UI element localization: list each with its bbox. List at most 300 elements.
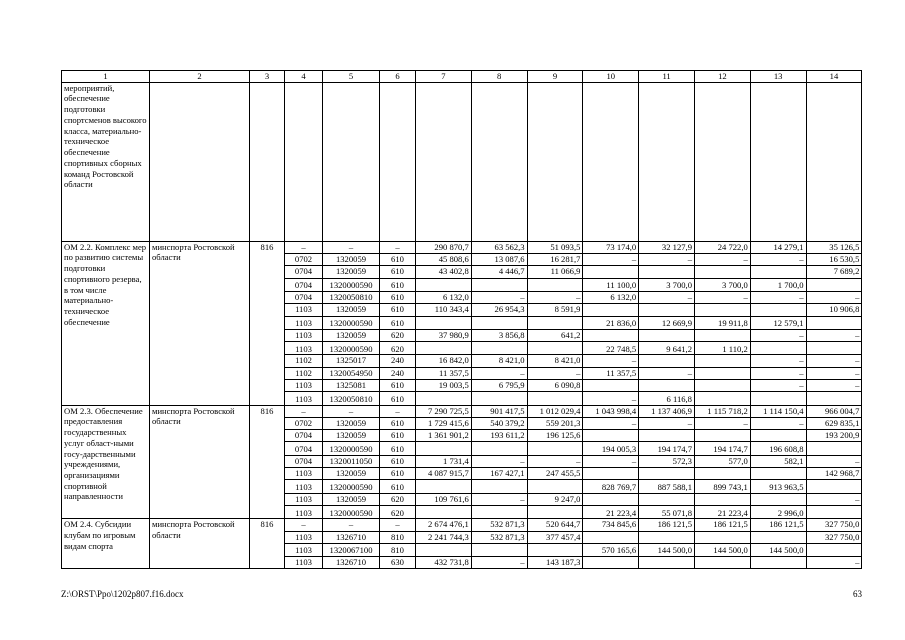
- classifier-cell: 610: [380, 417, 416, 429]
- classifier-cell: 610: [380, 278, 416, 291]
- classifier-cell: 610: [380, 316, 416, 329]
- value-cell: [639, 430, 695, 442]
- value-cell: 19 003,5: [416, 380, 472, 392]
- value-cell: –: [583, 355, 639, 367]
- value-cell: [416, 392, 472, 405]
- classifier-cell: 1320054950: [323, 367, 380, 379]
- value-cell: [471, 543, 527, 556]
- value-cell: –: [806, 493, 862, 505]
- value-cell: –: [750, 417, 806, 429]
- value-cell: 194 174,7: [639, 442, 695, 455]
- value-cell: [750, 493, 806, 505]
- value-cell: [694, 304, 750, 316]
- classifier-cell: 0704: [285, 278, 323, 291]
- value-cell: –: [806, 367, 862, 379]
- value-cell: [416, 505, 472, 518]
- classifier-cell: 610: [380, 468, 416, 480]
- classifier-cell: 1103: [285, 342, 323, 355]
- classifier-cell: 1320067100: [323, 543, 380, 556]
- value-cell: 559 201,3: [527, 417, 583, 429]
- value-cell: 21 223,4: [583, 505, 639, 518]
- value-cell: [694, 392, 750, 405]
- value-cell: –: [583, 254, 639, 266]
- value-cell: [527, 278, 583, 291]
- classifier-cell: 1320050810: [323, 291, 380, 303]
- value-cell: 73 174,0: [583, 241, 639, 253]
- value-cell: –: [694, 417, 750, 429]
- classifier-cell: 1320059: [323, 417, 380, 429]
- value-cell: 8 591,9: [527, 304, 583, 316]
- value-cell: [583, 468, 639, 480]
- value-cell: [750, 468, 806, 480]
- value-cell: [527, 342, 583, 355]
- value-cell: 6 132,0: [583, 291, 639, 303]
- value-cell: –: [694, 291, 750, 303]
- continuation-text: мероприятий, обеспечение подготовки спортсменов высокого класса, материально-техническое обеспечение спортивных сборных команд Ростовской области: [62, 82, 150, 241]
- value-cell: 19 911,8: [694, 316, 750, 329]
- value-cell: 11 357,5: [583, 367, 639, 379]
- value-cell: 2 674 476,1: [416, 519, 472, 531]
- value-cell: 16 530,5: [806, 254, 862, 266]
- value-cell: –: [806, 380, 862, 392]
- value-cell: 11 100,0: [583, 278, 639, 291]
- value-cell: [750, 304, 806, 316]
- classifier-cell: 1320000590: [323, 342, 380, 355]
- value-cell: [750, 342, 806, 355]
- classifier-cell: 1320000590: [323, 316, 380, 329]
- value-cell: 3 856,8: [471, 329, 527, 341]
- value-cell: [694, 531, 750, 543]
- value-cell: [639, 380, 695, 392]
- value-cell: [471, 278, 527, 291]
- value-cell: 9 641,2: [639, 342, 695, 355]
- value-cell: 532 871,3: [471, 519, 527, 531]
- classifier-cell: 1320050810: [323, 392, 380, 405]
- value-cell: 1 731,4: [416, 455, 472, 467]
- budget-table: [61, 70, 862, 569]
- classifier-cell: 1320000590: [323, 505, 380, 518]
- value-cell: [750, 430, 806, 442]
- classifier-cell: 0704: [285, 455, 323, 467]
- value-cell: [694, 266, 750, 278]
- classifier-cell: 1103: [285, 392, 323, 405]
- value-cell: [694, 468, 750, 480]
- classifier-cell: 1320059: [323, 493, 380, 505]
- value-cell: 186 121,5: [694, 519, 750, 531]
- value-cell: [416, 316, 472, 329]
- value-cell: 327 750,0: [806, 531, 862, 543]
- value-cell: [471, 342, 527, 355]
- value-cell: 11 357,5: [416, 367, 472, 379]
- page-footer: [61, 589, 862, 601]
- classifier-cell: 1103: [285, 329, 323, 341]
- value-cell: 629 835,1: [806, 417, 862, 429]
- classifier-cell: 610: [380, 380, 416, 392]
- value-cell: –: [527, 291, 583, 303]
- value-cell: 194 005,3: [583, 442, 639, 455]
- value-cell: 144 500,0: [694, 543, 750, 556]
- value-cell: [471, 442, 527, 455]
- classifier-cell: 240: [380, 355, 416, 367]
- value-cell: [416, 480, 472, 493]
- value-cell: 37 980,9: [416, 329, 472, 341]
- value-cell: 186 121,5: [750, 519, 806, 531]
- classifier-cell: 0704: [285, 266, 323, 278]
- classifier-cell: 1326710: [323, 557, 380, 569]
- classifier-cell: 1320059: [323, 430, 380, 442]
- value-cell: 540 379,2: [471, 417, 527, 429]
- value-cell: 4 087 915,7: [416, 468, 472, 480]
- classifier-cell: 1103: [285, 505, 323, 518]
- value-cell: [694, 557, 750, 569]
- value-cell: –: [806, 557, 862, 569]
- classifier-cell: –: [285, 519, 323, 531]
- column-header: 11: [639, 71, 695, 83]
- value-cell: 1 114 150,4: [750, 405, 806, 417]
- value-cell: [527, 505, 583, 518]
- classifier-cell: –: [323, 241, 380, 253]
- classifier-cell: 1103: [285, 468, 323, 480]
- value-cell: 109 761,6: [416, 493, 472, 505]
- value-cell: [694, 329, 750, 341]
- classifier-cell: 610: [380, 455, 416, 467]
- value-cell: –: [583, 392, 639, 405]
- value-cell: 24 722,0: [694, 241, 750, 253]
- value-cell: [750, 531, 806, 543]
- value-cell: 966 004,7: [806, 405, 862, 417]
- value-cell: [583, 430, 639, 442]
- column-header: 9: [527, 71, 583, 83]
- value-cell: [639, 304, 695, 316]
- value-cell: 1 043 998,4: [583, 405, 639, 417]
- value-cell: –: [806, 455, 862, 467]
- executor-cell: минспорта Ростовской области: [150, 405, 250, 519]
- value-cell: 377 457,4: [527, 531, 583, 543]
- classifier-cell: 1103: [285, 480, 323, 493]
- value-cell: 2 996,0: [750, 505, 806, 518]
- value-cell: –: [750, 291, 806, 303]
- measure-title: ОМ 2.4. Субсидии клубам по игровым видам спорта: [62, 519, 150, 569]
- value-cell: 9 247,0: [527, 493, 583, 505]
- value-cell: [806, 480, 862, 493]
- value-cell: [750, 266, 806, 278]
- value-cell: [806, 543, 862, 556]
- classifier-cell: 610: [380, 430, 416, 442]
- value-cell: [639, 531, 695, 543]
- value-cell: [639, 355, 695, 367]
- value-cell: 1 137 406,9: [639, 405, 695, 417]
- value-cell: 63 562,3: [471, 241, 527, 253]
- value-cell: [527, 480, 583, 493]
- value-cell: 6 795,9: [471, 380, 527, 392]
- value-cell: [583, 380, 639, 392]
- value-cell: [694, 380, 750, 392]
- classifier-cell: 1320000590: [323, 442, 380, 455]
- value-cell: 899 743,1: [694, 480, 750, 493]
- value-cell: 13 087,6: [471, 254, 527, 266]
- classifier-cell: –: [323, 405, 380, 417]
- classifier-cell: 620: [380, 342, 416, 355]
- value-cell: [471, 505, 527, 518]
- value-cell: 327 750,0: [806, 519, 862, 531]
- value-cell: –: [750, 355, 806, 367]
- value-cell: –: [639, 367, 695, 379]
- value-cell: 55 071,8: [639, 505, 695, 518]
- value-cell: 110 343,4: [416, 304, 472, 316]
- value-cell: 21 223,4: [694, 505, 750, 518]
- classifier-cell: –: [323, 519, 380, 531]
- value-cell: 887 588,1: [639, 480, 695, 493]
- value-cell: 8 421,0: [471, 355, 527, 367]
- value-cell: [806, 392, 862, 405]
- value-cell: [583, 266, 639, 278]
- classifier-cell: 1103: [285, 543, 323, 556]
- value-cell: 12 669,9: [639, 316, 695, 329]
- column-header: 5: [323, 71, 380, 83]
- value-cell: –: [471, 557, 527, 569]
- column-header: 7: [416, 71, 472, 83]
- classifier-cell: 1103: [285, 531, 323, 543]
- value-cell: 12 579,1: [750, 316, 806, 329]
- document-page: [61, 70, 862, 569]
- value-cell: [750, 557, 806, 569]
- classifier-cell: 620: [380, 505, 416, 518]
- value-cell: 45 808,6: [416, 254, 472, 266]
- value-cell: [527, 543, 583, 556]
- measure-title: ОМ 2.2. Комплекс мер по развитию системы подготовки спортивного резерва, в том числе материально-техническое обеспечение: [62, 241, 150, 405]
- value-cell: 641,2: [527, 329, 583, 341]
- value-cell: 193 200,9: [806, 430, 862, 442]
- column-header: 10: [583, 71, 639, 83]
- value-cell: 1 361 901,2: [416, 430, 472, 442]
- classifier-cell: 620: [380, 493, 416, 505]
- value-cell: 10 906,8: [806, 304, 862, 316]
- value-cell: [694, 355, 750, 367]
- value-cell: [639, 493, 695, 505]
- value-cell: 577,0: [694, 455, 750, 467]
- page-number: 63: [853, 589, 862, 599]
- value-cell: 4 446,7: [471, 266, 527, 278]
- value-cell: –: [471, 493, 527, 505]
- classifier-cell: 610: [380, 304, 416, 316]
- value-cell: 35 126,5: [806, 241, 862, 253]
- value-cell: 144 500,0: [639, 543, 695, 556]
- value-cell: –: [750, 380, 806, 392]
- value-cell: 1 700,0: [750, 278, 806, 291]
- value-cell: –: [806, 355, 862, 367]
- value-cell: [806, 505, 862, 518]
- value-cell: 196 125,6: [527, 430, 583, 442]
- value-cell: 572,3: [639, 455, 695, 467]
- value-cell: [416, 543, 472, 556]
- classifier-cell: 0704: [285, 430, 323, 442]
- value-cell: [583, 493, 639, 505]
- classifier-cell: 610: [380, 291, 416, 303]
- classifier-cell: 610: [380, 392, 416, 405]
- value-cell: 2 241 744,3: [416, 531, 472, 543]
- value-cell: [639, 266, 695, 278]
- value-cell: 901 417,5: [471, 405, 527, 417]
- value-cell: 14 279,1: [750, 241, 806, 253]
- classifier-cell: 1320000590: [323, 278, 380, 291]
- value-cell: 11 066,9: [527, 266, 583, 278]
- column-header: 2: [150, 71, 250, 83]
- value-cell: [639, 329, 695, 341]
- column-header: 3: [250, 71, 285, 83]
- value-cell: [471, 392, 527, 405]
- value-cell: 43 402,8: [416, 266, 472, 278]
- value-cell: [416, 342, 472, 355]
- value-cell: [806, 442, 862, 455]
- table-row: [62, 241, 862, 253]
- value-cell: 290 870,7: [416, 241, 472, 253]
- classifier-cell: 1320059: [323, 329, 380, 341]
- column-header: 6: [380, 71, 416, 83]
- value-cell: [583, 557, 639, 569]
- classifier-cell: 630: [380, 557, 416, 569]
- classifier-cell: 620: [380, 329, 416, 341]
- measure-title: ОМ 2.3. Обеспечение предоставления государственных услуг област-ными госу-дарственными учреждениями, организациями спортивной направленности: [62, 405, 150, 519]
- value-cell: 194 174,7: [694, 442, 750, 455]
- classifier-cell: 0702: [285, 417, 323, 429]
- value-cell: 196 608,8: [750, 442, 806, 455]
- classifier-cell: 0704: [285, 291, 323, 303]
- value-cell: 3 700,0: [639, 278, 695, 291]
- continuation-row: [62, 82, 862, 241]
- classifier-cell: 1320059: [323, 304, 380, 316]
- classifier-cell: 1103: [285, 316, 323, 329]
- value-cell: 22 748,5: [583, 342, 639, 355]
- classifier-cell: 1325081: [323, 380, 380, 392]
- value-cell: [639, 468, 695, 480]
- value-cell: –: [694, 254, 750, 266]
- document-path: Z:\ORST\Ppo\1202p807.f16.docx: [61, 589, 184, 599]
- classifier-cell: 610: [380, 480, 416, 493]
- value-cell: 186 121,5: [639, 519, 695, 531]
- value-cell: 6 132,0: [416, 291, 472, 303]
- classifier-cell: 610: [380, 442, 416, 455]
- value-cell: 1 012 029,4: [527, 405, 583, 417]
- executor-cell: минспорта Ростовской области: [150, 519, 250, 569]
- value-cell: –: [750, 367, 806, 379]
- value-cell: 26 954,3: [471, 304, 527, 316]
- value-cell: –: [806, 291, 862, 303]
- value-cell: 432 731,8: [416, 557, 472, 569]
- classifier-cell: 1325017: [323, 355, 380, 367]
- value-cell: –: [527, 455, 583, 467]
- classifier-cell: 1320059: [323, 254, 380, 266]
- classifier-cell: 1320059: [323, 266, 380, 278]
- classifier-cell: 1103: [285, 304, 323, 316]
- value-cell: [471, 480, 527, 493]
- classifier-cell: 1102: [285, 367, 323, 379]
- code-cell: 816: [250, 241, 285, 405]
- value-cell: [416, 278, 472, 291]
- value-cell: –: [639, 254, 695, 266]
- table-row: [62, 405, 862, 417]
- column-header: 8: [471, 71, 527, 83]
- value-cell: 6 116,8: [639, 392, 695, 405]
- value-cell: –: [639, 291, 695, 303]
- value-cell: 167 427,1: [471, 468, 527, 480]
- classifier-cell: 810: [380, 531, 416, 543]
- value-cell: 734 845,6: [583, 519, 639, 531]
- value-cell: 8 421,0: [527, 355, 583, 367]
- value-cell: 16 842,0: [416, 355, 472, 367]
- table-row: [62, 519, 862, 531]
- classifier-cell: –: [380, 519, 416, 531]
- value-cell: 32 127,9: [639, 241, 695, 253]
- value-cell: [694, 493, 750, 505]
- value-cell: 16 281,7: [527, 254, 583, 266]
- value-cell: –: [471, 367, 527, 379]
- value-cell: 1 729 415,6: [416, 417, 472, 429]
- column-header: 14: [806, 71, 862, 83]
- value-cell: [471, 316, 527, 329]
- value-cell: –: [583, 417, 639, 429]
- value-cell: [750, 392, 806, 405]
- value-cell: 828 769,7: [583, 480, 639, 493]
- value-cell: 582,1: [750, 455, 806, 467]
- value-cell: –: [471, 291, 527, 303]
- value-cell: 247 455,5: [527, 468, 583, 480]
- value-cell: –: [639, 417, 695, 429]
- classifier-cell: 240: [380, 367, 416, 379]
- value-cell: 3 700,0: [694, 278, 750, 291]
- column-header: 1: [62, 71, 150, 83]
- value-cell: [806, 342, 862, 355]
- classifier-cell: 1320000590: [323, 480, 380, 493]
- value-cell: 7 290 725,5: [416, 405, 472, 417]
- value-cell: 21 836,0: [583, 316, 639, 329]
- value-cell: [806, 316, 862, 329]
- value-cell: [416, 442, 472, 455]
- classifier-cell: 1103: [285, 557, 323, 569]
- classifier-cell: –: [380, 405, 416, 417]
- value-cell: [583, 304, 639, 316]
- classifier-cell: 610: [380, 254, 416, 266]
- value-cell: 1 110,2: [694, 342, 750, 355]
- value-cell: [694, 430, 750, 442]
- classifier-cell: 610: [380, 266, 416, 278]
- value-cell: –: [750, 254, 806, 266]
- code-cell: 816: [250, 519, 285, 569]
- value-cell: 1 115 718,2: [694, 405, 750, 417]
- classifier-cell: 1326710: [323, 531, 380, 543]
- classifier-cell: 0704: [285, 442, 323, 455]
- classifier-cell: –: [285, 241, 323, 253]
- column-header: 4: [285, 71, 323, 83]
- classifier-cell: 1103: [285, 380, 323, 392]
- header-row: [62, 71, 862, 83]
- value-cell: 193 611,2: [471, 430, 527, 442]
- value-cell: [694, 367, 750, 379]
- value-cell: 143 187,3: [527, 557, 583, 569]
- value-cell: –: [471, 455, 527, 467]
- value-cell: 51 093,5: [527, 241, 583, 253]
- column-header: 12: [694, 71, 750, 83]
- value-cell: [527, 392, 583, 405]
- value-cell: 142 968,7: [806, 468, 862, 480]
- value-cell: –: [527, 367, 583, 379]
- classifier-cell: 1320011050: [323, 455, 380, 467]
- value-cell: –: [750, 329, 806, 341]
- column-header: 13: [750, 71, 806, 83]
- value-cell: 913 963,5: [750, 480, 806, 493]
- classifier-cell: –: [380, 241, 416, 253]
- classifier-cell: 0702: [285, 254, 323, 266]
- value-cell: 7 689,2: [806, 266, 862, 278]
